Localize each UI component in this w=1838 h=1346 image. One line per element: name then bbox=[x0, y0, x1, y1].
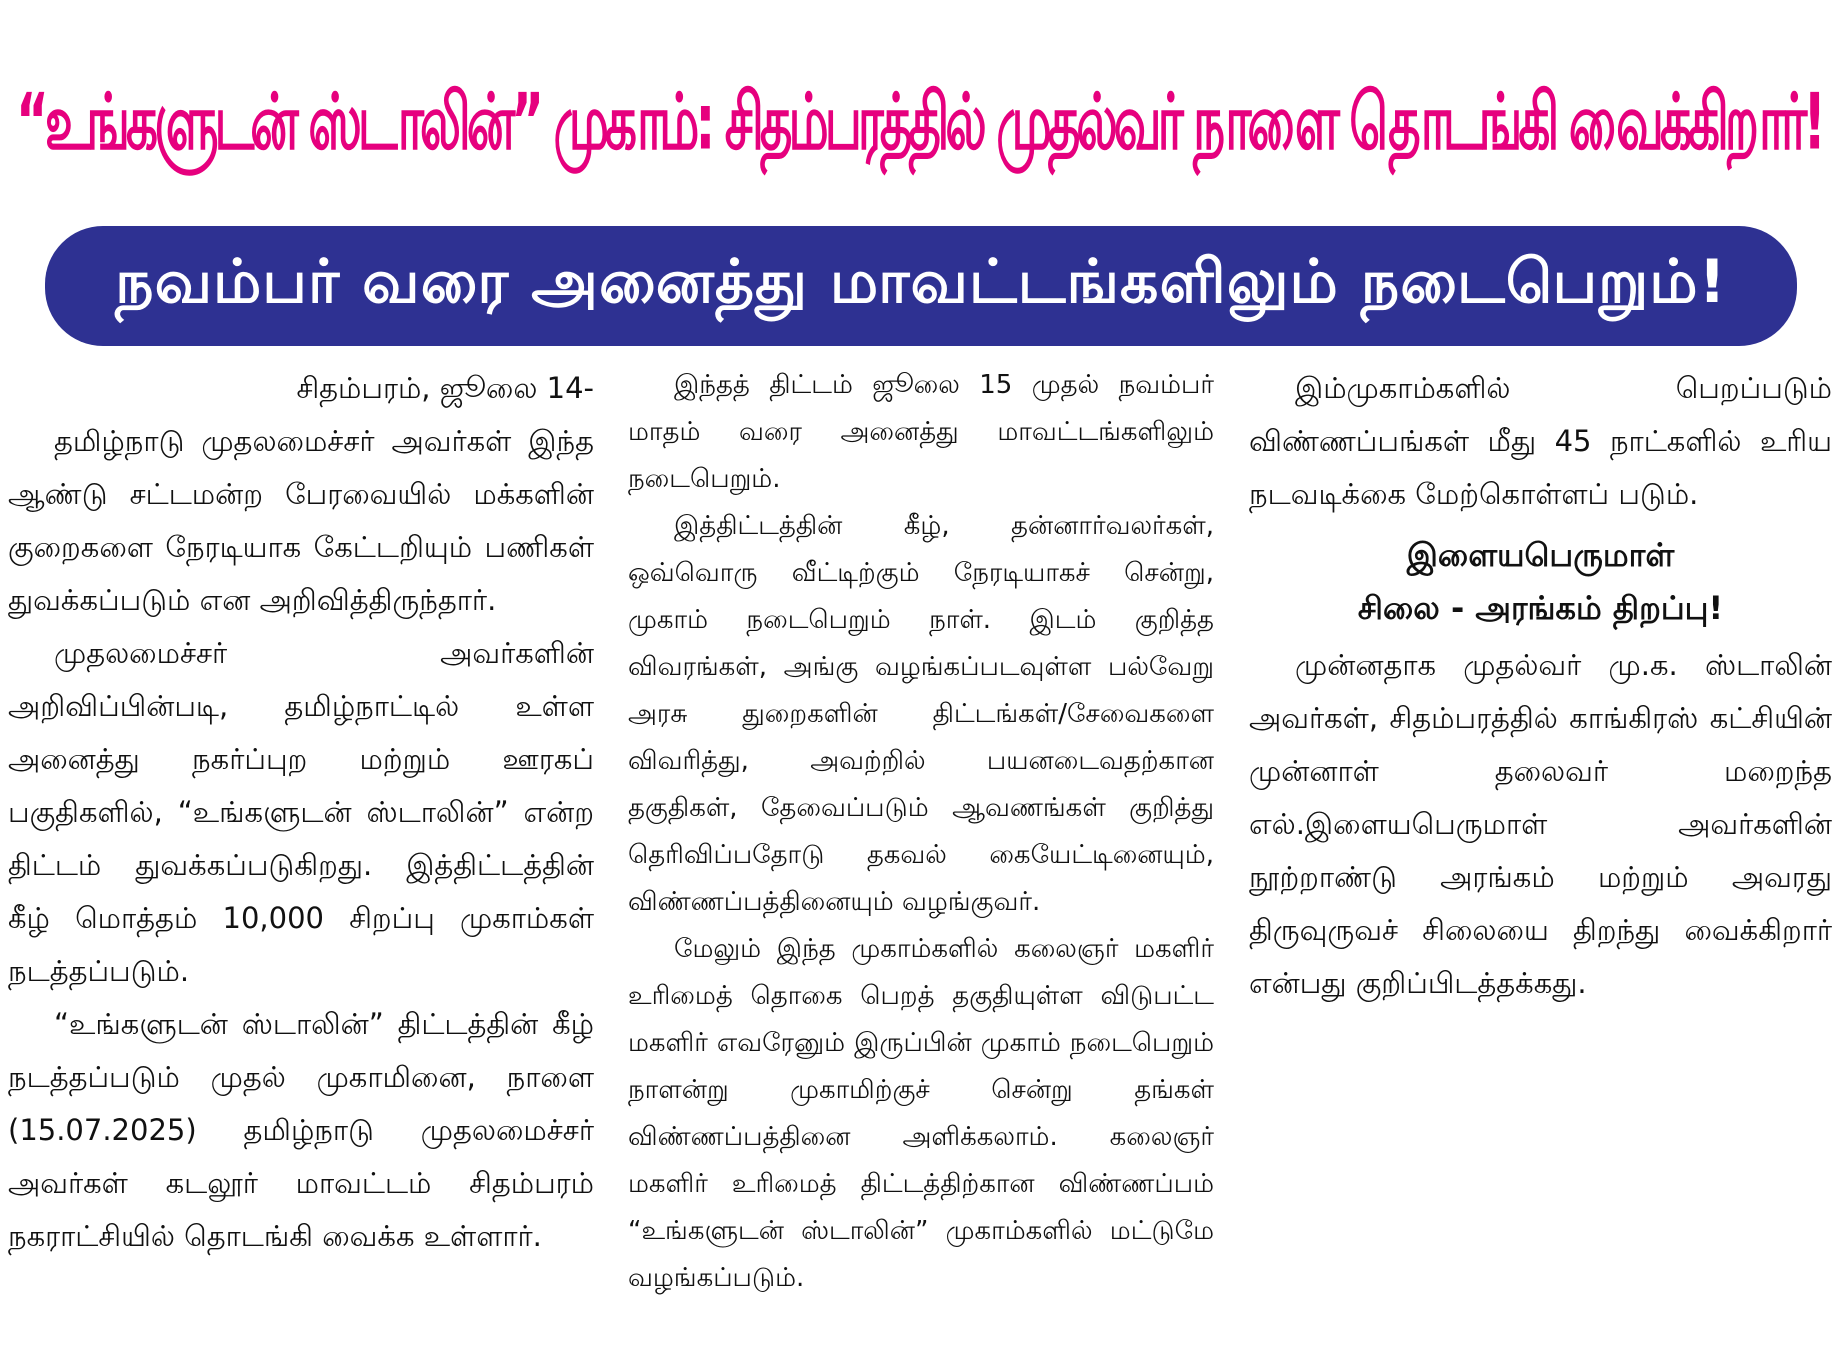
banner-text: நவம்பர் வரை அனைத்து மாவட்டங்களிலும் நடைபெறும்! bbox=[115, 247, 1727, 317]
paragraph-4: இந்தத் திட்டம் ஜூலை 15 முதல் நவம்பர் மாதம் வரை அனைத்து மாவட்டங்களிலும் நடைபெறும். bbox=[628, 370, 1214, 494]
paragraph-1: தமிழ்நாடு முதலமைச்சர் அவர்கள் இந்த ஆண்டு சட்டமன்ற பேரவையில் மக்களின் குறைகளை நேரடியாக கேட்டறியும் பணிகள் துவக்கப்படும் என அறிவித்திருந்தார். bbox=[8, 424, 594, 617]
dateline: சிதம்பரம், ஜூலை 14- bbox=[296, 371, 594, 405]
subhead-line-2: சிலை - அரங்கம் திறப்பு! bbox=[1357, 589, 1724, 627]
article-column-3 bbox=[1249, 362, 1832, 1322]
article-column-2 bbox=[628, 362, 1214, 1322]
subhead-line-1: இளையபெருமாள் bbox=[1406, 536, 1675, 574]
paragraph-2: முதலமைச்சர் அவர்களின் அறிவிப்பின்படி, தமிழ்நாட்டில் உள்ள அனைத்து நகர்ப்புற மற்றும் ஊரகப் பகுதிகளில், “உங்களுடன் ஸ்டாலின்” என்ற திட்டம் துவக்கப்படுகிறது. இத்திட்டத்தின் கீழ் மொத்தம் 10,000 சிறப்பு முகாம்கள் நடத்தப்படும். bbox=[8, 636, 594, 988]
headline: “உங்களுடன் ஸ்டாலின்” முகாம்: சிதம்பரத்தில் முதல்வர் நாளை தொடங்கி வைக்கிறார்! bbox=[16, 77, 1822, 167]
article-column-1 bbox=[8, 362, 594, 1322]
section-subhead bbox=[1249, 529, 1832, 635]
paragraph-6: மேலும் இந்த முகாம்களில் கலைஞர் மகளிர் உரிமைத் தொகை பெறத் தகுதியுள்ள விடுபட்ட மகளிர் எவரேனும் இருப்பின் முகாம் நடைபெறும் நாளன்று முகாமிற்குச் சென்று தங்கள் விண்ணப்பத்தினை அளிக்கலாம். கலைஞர் மகளிர் உரிமைத் திட்டத்திற்கான விண்ணப்பம் “உங்களுடன் ஸ்டாலின்” முகாம்களில் மட்டுமே வழங்கப்படும். bbox=[628, 934, 1214, 1293]
paragraph-7: இம்முகாம்களில் பெறப்படும் விண்ணப்பங்கள் மீது 45 நாட்களில் உரிய நடவடிக்கை மேற்கொள்ளப் படும். bbox=[1249, 371, 1832, 511]
paragraph-8: முன்னதாக முதல்வர் மு.க. ஸ்டாலின் அவர்கள், சிதம்பரத்தில் காங்கிரஸ் கட்சியின் முன்னாள் தலைவர் மறைந்த எல்.இளையபெருமாள் அவர்களின் நூற்றாண்டு அரங்கம் மற்றும் அவரது திருவுருவச் சிலையை திறந்து வைக்கிறார் என்பது குறிப்பிடத்தக்கது. bbox=[1249, 648, 1832, 1000]
paragraph-3: “உங்களுடன் ஸ்டாலின்” திட்டத்தின் கீழ் நடத்தப்படும் முதல் முகாமினை, நாளை (15.07.2025) தமிழ்நாடு முதலமைச்சர் அவர்கள் கடலூர் மாவட்டம் சிதம்பரம் நகராட்சியில் தொடங்கி வைக்க உள்ளார். bbox=[8, 1007, 594, 1253]
subheadline-banner bbox=[45, 226, 1797, 346]
paragraph-5: இத்திட்டத்தின் கீழ், தன்னார்வலர்கள், ஒவ்வொரு வீட்டிற்கும் நேரடியாகச் சென்று, முகாம் நடைபெறும் நாள். இடம் குறித்த விவரங்கள், அங்கு வழங்கப்படவுள்ள பல்வேறு அரசு துறைகளின் திட்டங்கள்/சேவைகளை விவரித்து, அவற்றில் பயனடைவதற்கான தகுதிகள், தேவைப்படும் ஆவணங்கள் குறித்து தெரிவிப்பதோடு தகவல் கையேட்டினையும், விண்ணப்பத்தினையும் வழங்குவர். bbox=[628, 511, 1214, 917]
